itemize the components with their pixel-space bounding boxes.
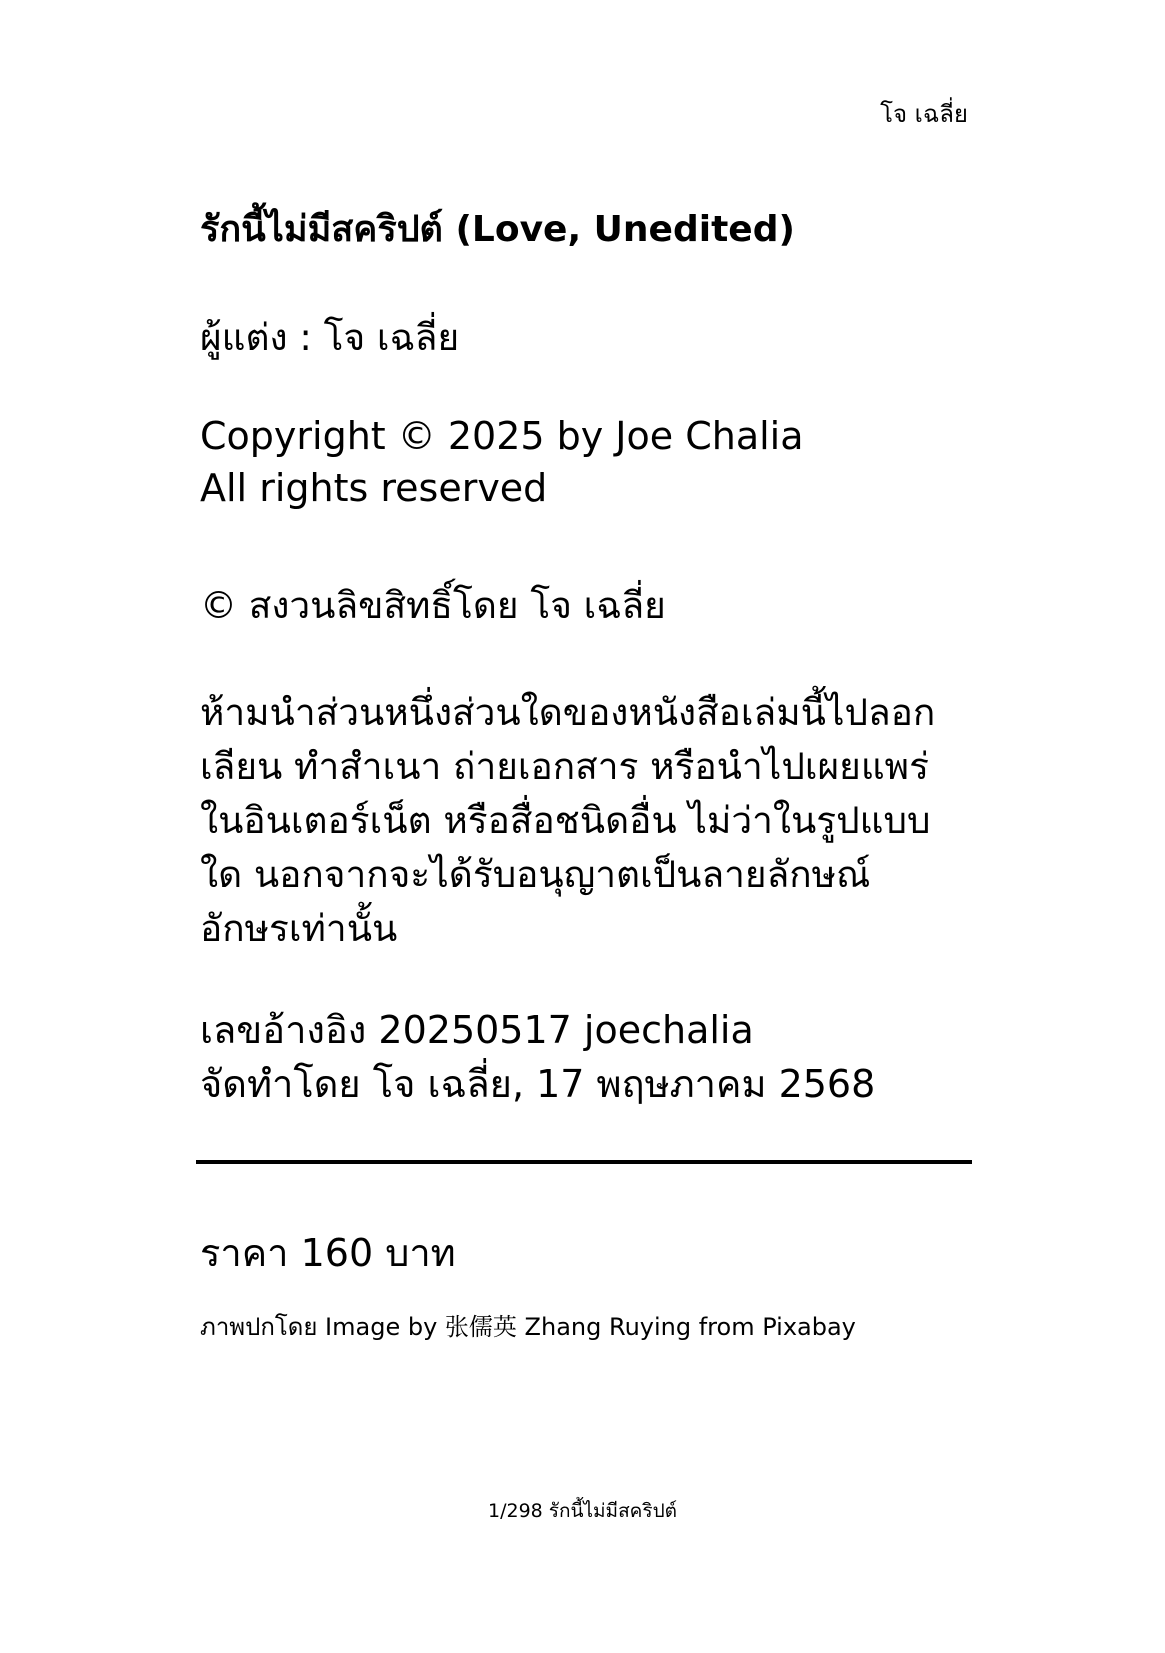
reference-block [200, 1003, 875, 1111]
copyright-line: Copyright © 2025 by Joe Chalia [200, 414, 804, 458]
author-line: ผู้แต่ง : โจ เฉลี่ย [200, 316, 460, 359]
rights-reserved-line: All rights reserved [200, 466, 548, 510]
divider [196, 1160, 972, 1164]
copyright-notice [200, 686, 980, 956]
reference-number-line: เลขอ้างอิง 20250517 joechalia [200, 1008, 754, 1052]
cover-image-credit: ภาพปกโดย Image by 张儒英 Zhang Ruying from Pixabay [200, 1313, 856, 1341]
thai-copyright-line: © สงวนลิขสิทธิ์โดย โจ เฉลี่ย [200, 584, 666, 627]
book-title: รักนี้ไม่มีสคริปต์ (Love, Unedited) [200, 209, 795, 250]
copyright-block [200, 410, 804, 514]
produced-by-line: จัดทำโดย โจ เฉลี่ย, 17 พฤษภาคม 2568 [200, 1062, 876, 1106]
page-footer: 1/298 รักนี้ไม่มีสคริปต์ [487, 1500, 677, 1522]
notice-line: เลียน ทำสำเนา ถ่ายเอกสาร หรือนำไปเผยแพร่ [200, 745, 929, 788]
notice-line: ห้ามนำส่วนหนึ่งส่วนใดของหนังสือเล่มนี้ไปลอก [200, 691, 936, 734]
notice-line: อักษรเท่านั้น [200, 907, 398, 950]
notice-line: ในอินเตอร์เน็ต หรือสื่อชนิดอื่น ไม่ว่าในรูปแบบ [200, 799, 931, 842]
header-author-name: โจ เฉลี่ย [880, 100, 968, 128]
notice-line: ใด นอกจากจะได้รับอนุญาตเป็นลายลักษณ์ [200, 853, 871, 896]
price-line: ราคา 160 บาท [200, 1231, 456, 1275]
